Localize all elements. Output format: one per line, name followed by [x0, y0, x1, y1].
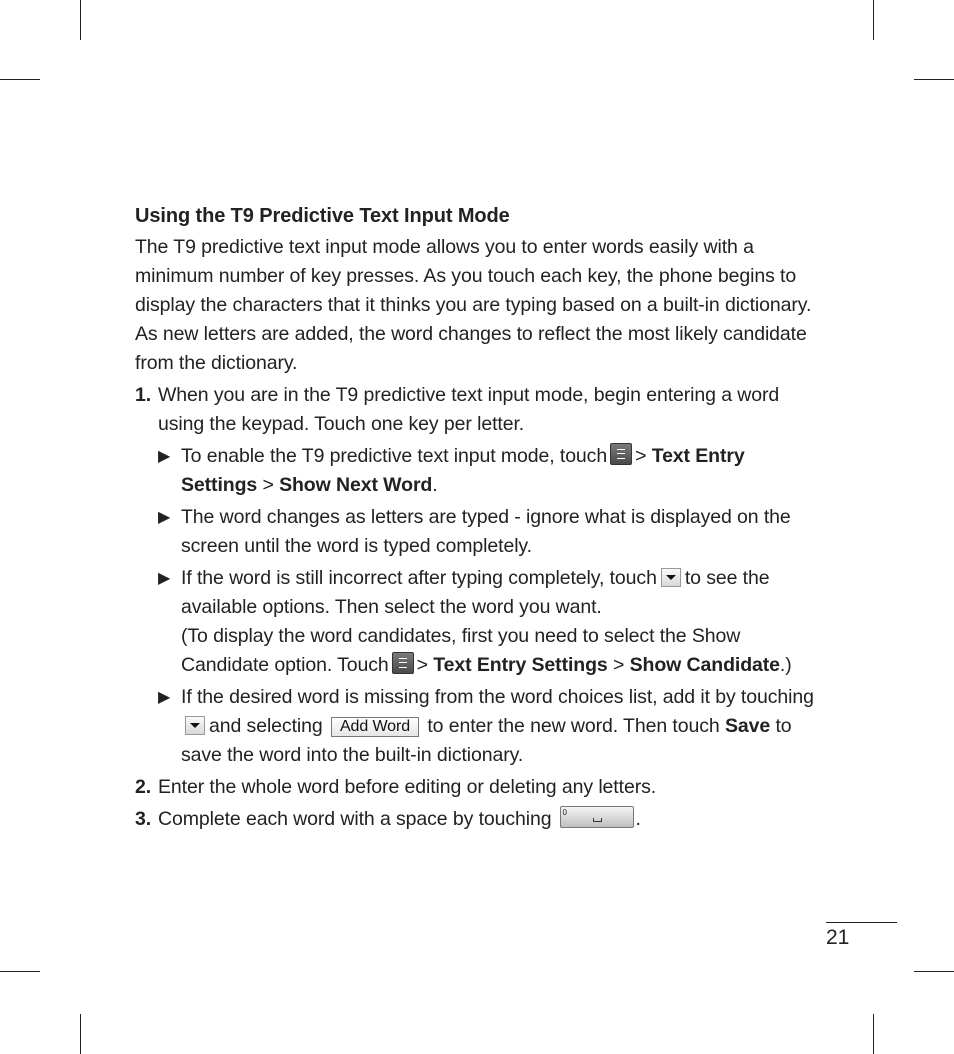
dropdown-arrow-icon	[185, 716, 205, 735]
step-number: 2.	[135, 776, 152, 798]
add-word-button-image: Add Word	[331, 717, 419, 737]
bullet-enable-t9: ▶ To enable the T9 predictive text input mode, touch > Text Entry Settings > Show Next Word.	[158, 442, 815, 500]
bullet-arrow-icon: ▶	[158, 570, 171, 587]
step-text: Complete each word with a space by touching	[158, 808, 552, 830]
crop-mark	[0, 971, 40, 972]
crop-mark	[873, 1014, 874, 1054]
crop-mark	[0, 79, 40, 80]
section-heading: Using the T9 Predictive Text Input Mode	[135, 205, 510, 227]
bullet-add-word: ▶ If the desired word is missing from the word choices list, add it by touchingand selecting Add Word to enter the new word. Then touch Save to save the word into the built-in dictionary.	[158, 683, 815, 770]
crop-mark	[914, 971, 954, 972]
page-number: 21	[826, 926, 850, 949]
crop-mark	[80, 0, 81, 40]
step-3: 3. Complete each word with a space by touching 0 .	[135, 805, 815, 834]
dropdown-arrow-icon	[661, 568, 681, 587]
menu-path-text-entry-settings: Text Entry Settings	[181, 445, 745, 496]
menu-path-show-next-word: Show Next Word	[279, 474, 433, 496]
menu-icon	[610, 443, 632, 465]
save-label: Save	[724, 715, 771, 737]
page-content	[135, 202, 815, 837]
bullet-word-changes: ▶ The word changes as letters are typed - ignore what is displayed on the screen until the word is typed completely.	[158, 503, 815, 561]
menu-path-show-candidate: Show Candidate	[629, 654, 780, 676]
step-1	[135, 381, 815, 770]
step-2	[135, 773, 815, 802]
crop-mark	[80, 1014, 81, 1054]
intro-paragraph: The T9 predictive text input mode allows you to enter words easily with a minimum number of key presses. As you touch each key, the phone begins to display the characters that it thinks you are typing based on a built-in dictionary. As new letters are added, the word changes to reflect the most likely candidate from the dictionary.	[135, 236, 812, 374]
bullet-arrow-icon: ▶	[158, 448, 171, 465]
step-text: When you are in the T9 predictive text input mode, begin entering a word using the keypad. Touch one key per letter.	[158, 384, 780, 435]
crop-mark	[873, 0, 874, 40]
bullet-arrow-icon: ▶	[158, 689, 171, 706]
bullet-arrow-icon: ▶	[158, 509, 171, 526]
step-text: Enter the whole word before editing or deleting any letters.	[158, 776, 657, 798]
space-key-icon: 0	[560, 806, 634, 828]
crop-mark	[914, 79, 954, 80]
step-number: 3.	[135, 808, 152, 830]
page-number-rule	[826, 922, 897, 923]
bullet-incorrect-word: ▶ If the word is still incorrect after typing completely, touch to see the available options. Then select the word you want. (To display the word candidates, first you need to select the Show Candidate option. Touch > Text Entry Settings > Show Candidate.)	[158, 564, 815, 680]
step-number: 1.	[135, 384, 152, 406]
menu-path-text-entry-settings: Text Entry Settings	[433, 654, 608, 676]
menu-icon	[392, 652, 414, 674]
